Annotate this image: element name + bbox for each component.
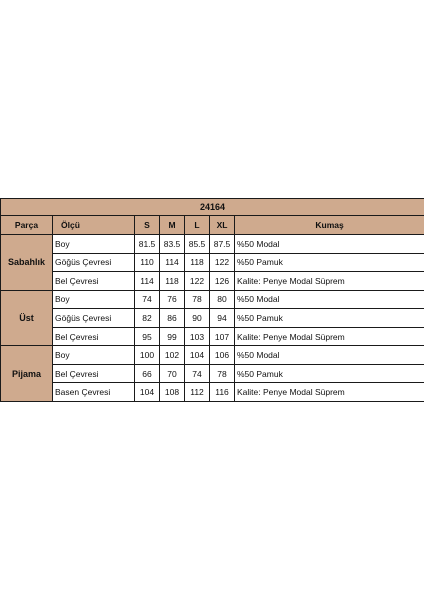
size-l-value: 90 (185, 309, 210, 328)
measure-label: Göğüs Çevresi (53, 253, 135, 272)
size-xl-value: 122 (210, 253, 235, 272)
measure-label: Boy (53, 290, 135, 309)
header-fabric: Kumaş (235, 216, 424, 235)
size-s-value: 100 (135, 346, 160, 365)
measure-label: Bel Çevresi (53, 327, 135, 346)
table-row (1, 346, 424, 365)
table-row (1, 364, 424, 383)
size-chart-table (0, 198, 424, 402)
header-size-l: L (185, 216, 210, 235)
size-s-value: 74 (135, 290, 160, 309)
product-code: 24164 (1, 199, 424, 216)
header-size-m: M (160, 216, 185, 235)
table-row (1, 327, 424, 346)
header-size-xl: XL (210, 216, 235, 235)
size-m-value: 70 (160, 364, 185, 383)
size-xl-value: 106 (210, 346, 235, 365)
size-s-value: 114 (135, 272, 160, 291)
fabric-value: %50 Modal (235, 346, 424, 365)
size-xl-value: 94 (210, 309, 235, 328)
size-l-value: 85.5 (185, 235, 210, 254)
group-label: Üst (1, 290, 53, 346)
size-l-value: 122 (185, 272, 210, 291)
size-l-value: 74 (185, 364, 210, 383)
size-m-value: 114 (160, 253, 185, 272)
size-s-value: 110 (135, 253, 160, 272)
size-s-value: 104 (135, 383, 160, 402)
size-xl-value: 80 (210, 290, 235, 309)
fabric-value: Kalite: Penye Modal Süprem (235, 327, 424, 346)
table-row (1, 309, 424, 328)
size-l-value: 112 (185, 383, 210, 402)
size-xl-value: 116 (210, 383, 235, 402)
size-l-value: 118 (185, 253, 210, 272)
header-part: Parça (1, 216, 53, 235)
size-l-value: 78 (185, 290, 210, 309)
size-l-value: 104 (185, 346, 210, 365)
table-row (1, 235, 424, 254)
size-s-value: 81.5 (135, 235, 160, 254)
measure-label: Boy (53, 346, 135, 365)
size-xl-value: 87.5 (210, 235, 235, 254)
size-m-value: 76 (160, 290, 185, 309)
table-row (1, 383, 424, 402)
measure-label: Bel Çevresi (53, 364, 135, 383)
fabric-value: %50 Modal (235, 290, 424, 309)
size-m-value: 99 (160, 327, 185, 346)
header-size-s: S (135, 216, 160, 235)
table-row (1, 272, 424, 291)
measure-label: Boy (53, 235, 135, 254)
size-m-value: 118 (160, 272, 185, 291)
fabric-value: %50 Pamuk (235, 364, 424, 383)
header-measure: Ölçü (53, 216, 135, 235)
size-xl-value: 126 (210, 272, 235, 291)
size-s-value: 66 (135, 364, 160, 383)
fabric-value: %50 Pamuk (235, 253, 424, 272)
fabric-value: %50 Modal (235, 235, 424, 254)
measure-label: Bel Çevresi (53, 272, 135, 291)
group-label: Pijama (1, 346, 53, 402)
size-xl-value: 107 (210, 327, 235, 346)
size-s-value: 95 (135, 327, 160, 346)
fabric-value: %50 Pamuk (235, 309, 424, 328)
size-m-value: 108 (160, 383, 185, 402)
table-row (1, 253, 424, 272)
fabric-value: Kalite: Penye Modal Süprem (235, 272, 424, 291)
size-chart-sheet (0, 198, 424, 402)
size-m-value: 83.5 (160, 235, 185, 254)
fabric-value: Kalite: Penye Modal Süprem (235, 383, 424, 402)
measure-label: Basen Çevresi (53, 383, 135, 402)
measure-label: Göğüs Çevresi (53, 309, 135, 328)
table-row (1, 290, 424, 309)
size-m-value: 102 (160, 346, 185, 365)
header-row (1, 216, 424, 235)
size-m-value: 86 (160, 309, 185, 328)
size-s-value: 82 (135, 309, 160, 328)
group-label: Sabahlık (1, 235, 53, 291)
size-l-value: 103 (185, 327, 210, 346)
title-row (1, 199, 424, 216)
size-xl-value: 78 (210, 364, 235, 383)
